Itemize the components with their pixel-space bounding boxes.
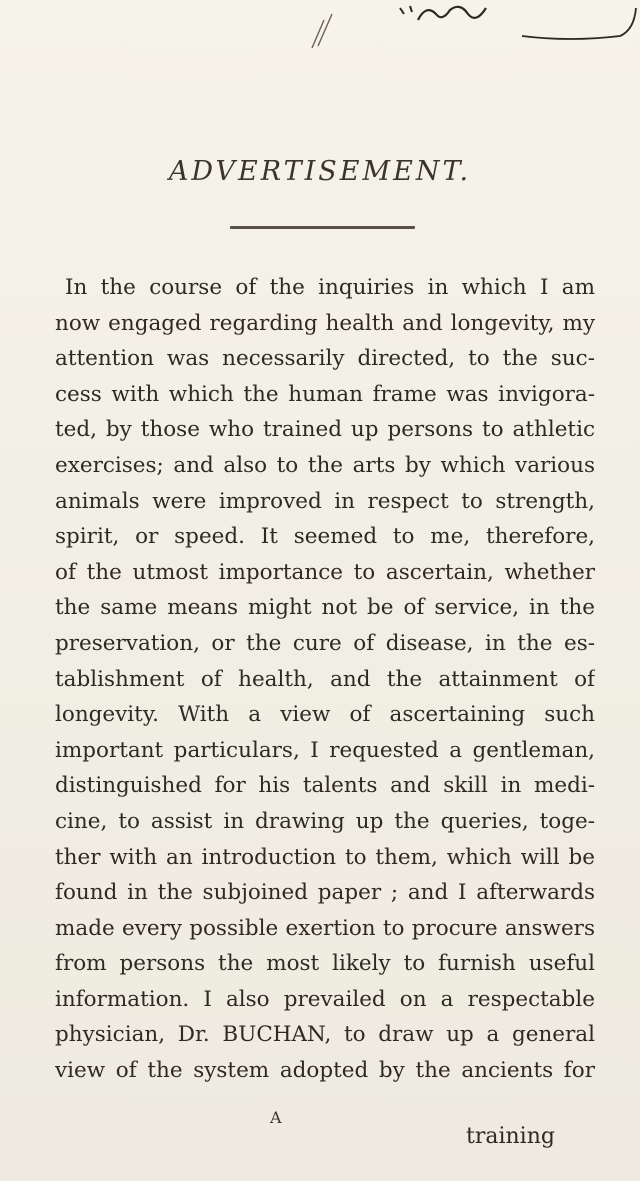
text-line: exercises; and also to the arts by which various (55, 452, 595, 478)
text-line: the same means might not be of service, in the (55, 595, 595, 621)
advertisement-heading: ADVERTISEMENT. (168, 156, 472, 187)
text-line: found in the subjoined paper ; and I afterwards (55, 880, 595, 906)
text-line: from persons the most likely to furnish useful (55, 951, 595, 977)
text-line: distinguished for his talents and skill in medi- (55, 773, 595, 799)
text-line: important particulars, I requested a gentleman, (55, 737, 595, 763)
text-line: cess with which the human frame was invigora- (55, 381, 595, 407)
text-line: tablishment of health, and the attainment of (55, 666, 595, 692)
text-line: physician, Dr. BUCHAN, to draw up a general (55, 1022, 595, 1048)
handwritten-scribble (300, 0, 640, 52)
heading-rule (230, 226, 415, 229)
text-line: ther with an introduction to them, which will be (55, 844, 595, 870)
signature-mark: A (270, 1108, 282, 1127)
text-line: cine, to assist in drawing up the queries, toge- (55, 808, 595, 834)
text-line: view of the system adopted by the ancients for (55, 1058, 595, 1084)
text-line: attention was necessarily directed, to the suc- (55, 346, 595, 372)
text-line: In the course of the inquiries in which I am (65, 275, 595, 300)
body-paragraph (55, 270, 595, 1089)
text-line: animals were improved in respect to strength, (55, 488, 595, 514)
text-line: spirit, or speed. It seemed to me, therefore, (55, 524, 595, 550)
text-line: of the utmost importance to ascertain, whether (55, 559, 595, 585)
text-line: ted, by those who trained up persons to athletic (55, 417, 595, 443)
catchword: training (466, 1124, 555, 1149)
text-line: information. I also prevailed on a respectable (55, 986, 595, 1012)
text-line: preservation, or the cure of disease, in the es- (55, 630, 595, 656)
text-line: longevity. With a view of ascertaining such (55, 702, 595, 728)
text-line: made every possible exertion to procure answers (55, 915, 595, 941)
text-line: now engaged regarding health and longevity, my (55, 310, 595, 336)
